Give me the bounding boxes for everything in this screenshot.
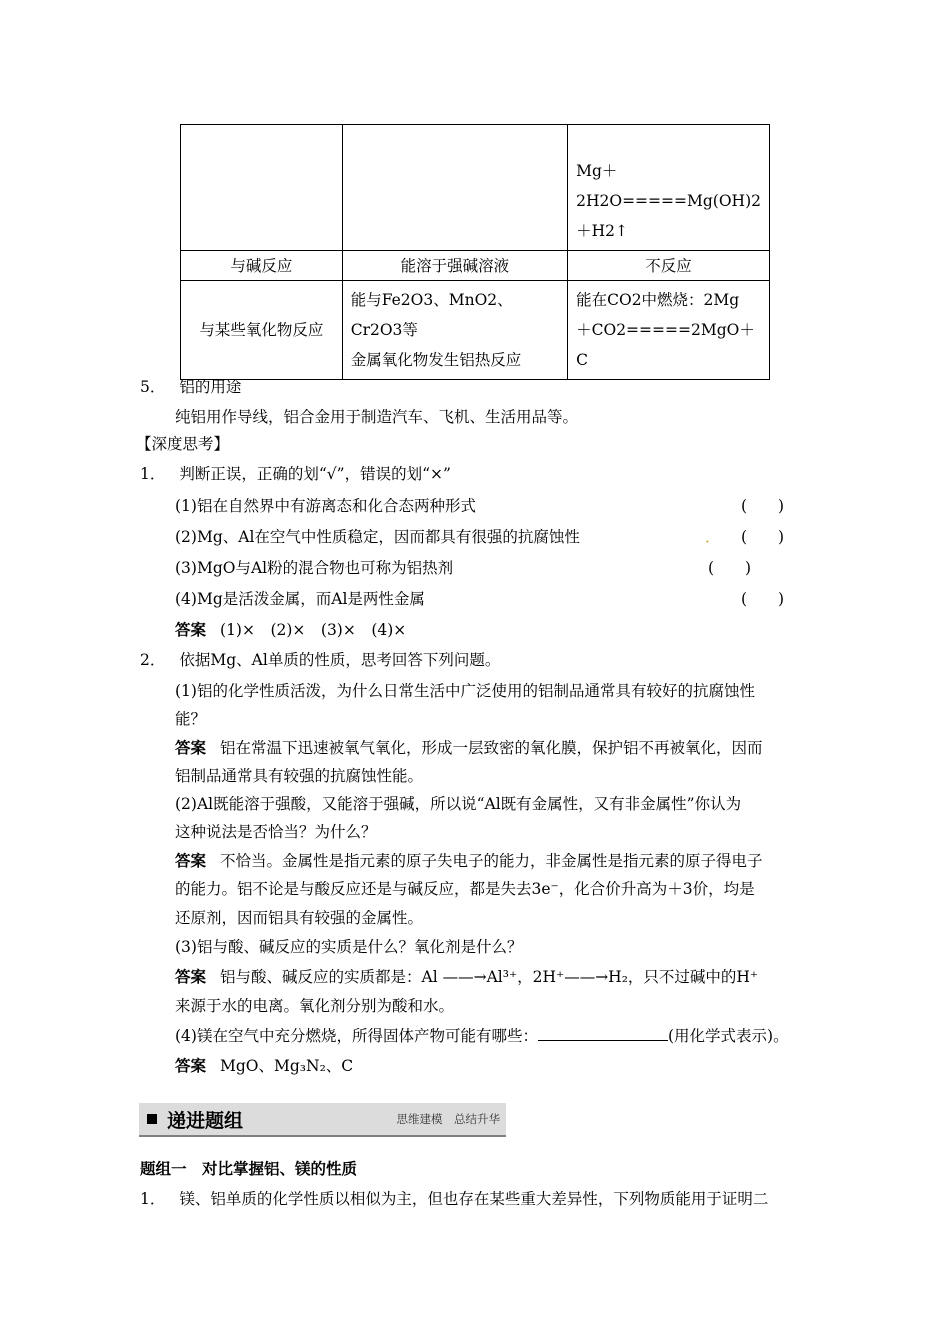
table-cell xyxy=(568,125,770,251)
banner-title: 递进题组 xyxy=(167,1109,244,1132)
sub-question-line: (1)铝的化学性质活泼，为什么日常生活中广泛使用的铝制品通常具有较好的抗腐蚀性 xyxy=(175,682,755,700)
question-number: 1． xyxy=(140,1190,166,1208)
answer-paren: ( ) xyxy=(741,528,785,546)
cell-line: ＋CO2=====2MgO＋ xyxy=(576,321,755,339)
table-cell: 不反应 xyxy=(568,251,770,281)
question-stem: 镁、铝单质的化学性质以相似为主，但也存在某些重大差异性，下列物质能用于证明二 xyxy=(179,1190,769,1208)
properties-table xyxy=(180,124,770,380)
square-icon xyxy=(147,1114,157,1124)
answer-label: 答案 xyxy=(175,620,207,639)
table-cell: 与碱反应 xyxy=(181,251,343,281)
section-title: 铝的用途 xyxy=(179,378,242,396)
answer-text: 不恰当。金属性是指元素的原子失电子的能力，非金属性是指元素的原子得电子 xyxy=(220,852,763,870)
question-2 xyxy=(140,648,500,670)
question-1 xyxy=(140,462,451,484)
sub-question-line: (2)Al既能溶于强酸，又能溶于强碱，所以说“Al既有金属性，又有非金属性”你认为 xyxy=(175,795,742,813)
answer-line xyxy=(175,736,763,758)
answer-line xyxy=(175,618,406,640)
question-number: 1． xyxy=(140,465,166,483)
answer-paren: ( ) xyxy=(741,497,785,515)
answer-paren: ( ) xyxy=(708,559,752,577)
answer-label: 答案 xyxy=(175,738,207,757)
cell-line: C xyxy=(576,351,588,369)
question-1 xyxy=(140,1187,768,1209)
cell-line: ＋H2↑ xyxy=(576,222,628,240)
section-5-heading xyxy=(140,375,241,397)
table-cell xyxy=(568,281,770,380)
cell-line: 2H2O=====Mg(OH)2 xyxy=(576,192,761,210)
table-cell xyxy=(342,125,567,251)
section-banner xyxy=(139,1103,506,1137)
sub-question-line: (3)铝与酸、碱反应的实质是什么？氧化剂是什么？ xyxy=(175,938,523,956)
table-cell xyxy=(342,281,567,380)
answer-label: 答案 xyxy=(175,1056,207,1075)
answer-label: 答案 xyxy=(175,967,207,986)
question-stem: 依据Mg、Al单质的性质，思考回答下列问题。 xyxy=(179,651,501,669)
question-number: 2． xyxy=(140,651,166,669)
table-row xyxy=(181,125,770,251)
table-cell: 与某些氧化物反应 xyxy=(181,281,343,380)
question-text: (用化学式表示)。 xyxy=(667,1027,789,1045)
answer-label: 答案 xyxy=(175,851,207,870)
answer-line: 来源于水的电离。氧化剂分别为酸和水。 xyxy=(175,997,455,1015)
answer-text: (1)× (2)× (3)× (4)× xyxy=(220,621,407,639)
group-title: 题组一 对比掌握铝、镁的性质 xyxy=(140,1159,358,1178)
judge-item: (1)铝在自然界中有游离态和化合态两种形式 xyxy=(175,497,476,515)
question-text: (4)镁在空气中充分燃烧，所得固体产物可能有哪些： xyxy=(175,1027,538,1045)
section-number: 5． xyxy=(140,378,166,396)
sub-question-line xyxy=(175,1024,789,1046)
fill-blank[interactable] xyxy=(538,1026,668,1041)
answer-text: MgO、Mg₃N₂、C xyxy=(220,1057,354,1075)
question-stem: 判断正误，正确的划“√”，错误的划“×” xyxy=(179,465,451,483)
table-row xyxy=(181,251,770,281)
cell-line: 能在CO2中燃烧：2Mg xyxy=(576,291,740,309)
table-row xyxy=(181,281,770,380)
answer-text: 铝与酸、碱反应的实质都是：Al ——→Al³⁺，2H⁺——→H₂，只不过碱中的H⁺ xyxy=(220,968,759,986)
section-5-text: 纯铝用作导线，铝合金用于制造汽车、飞机、生活用品等。 xyxy=(175,408,579,426)
answer-line: 铝制品通常具有较强的抗腐蚀性能。 xyxy=(175,767,424,785)
judge-item: (2)Mg、Al在空气中性质稳定，因而都具有很强的抗腐蚀性 xyxy=(175,528,580,546)
dot-mark: ． xyxy=(705,528,721,546)
answer-line: 还原剂，因而铝具有较强的金属性。 xyxy=(175,909,424,927)
answer-line xyxy=(175,965,758,987)
cell-line: 能与Fe2O3、MnO2、Cr2O3等 xyxy=(350,291,513,339)
judge-item: (3)MgO与Al粉的混合物也可称为铝热剂 xyxy=(175,559,454,577)
answer-text: 铝在常温下迅速被氧气氧化，形成一层致密的氧化膜，保护铝不再被氧化，因而 xyxy=(220,739,763,757)
cell-line: Mg＋ xyxy=(576,162,618,180)
answer-paren: ( ) xyxy=(741,590,785,608)
sub-question-line: 能？ xyxy=(175,710,207,728)
answer-line xyxy=(175,1054,353,1076)
deep-thinking-heading: 【深度思考】 xyxy=(136,435,230,453)
answer-line xyxy=(175,849,763,871)
answer-line: 的能力。铝不论是与酸反应还是与碱反应，都是失去3e⁻，化合价升高为＋3价，均是 xyxy=(175,880,755,898)
table-cell xyxy=(181,125,343,251)
table-cell: 能溶于强碱溶液 xyxy=(342,251,567,281)
judge-item: (4)Mg是活泼金属，而Al是两性金属 xyxy=(175,590,425,608)
banner-subtitle: 思维建模 总结升华 xyxy=(396,1112,500,1126)
cell-line: 金属氧化物发生铝热反应 xyxy=(350,351,522,369)
sub-question-line: 这种说法是否恰当？为什么？ xyxy=(175,823,377,841)
